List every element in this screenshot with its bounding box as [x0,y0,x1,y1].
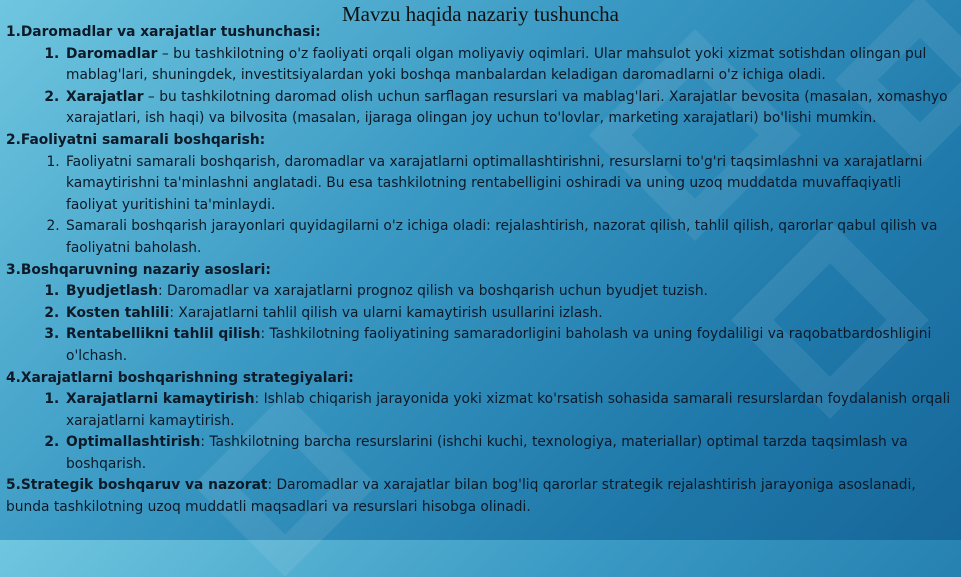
slide-body [6,22,956,519]
section-list [6,281,956,367]
section-list [6,152,956,260]
section-list [6,44,956,130]
slide-title: Mavzu haqida nazariy tushuncha [342,2,619,26]
list-item: 2. Samarali boshqarish jarayonlari quyidagilarni o'z ichiga oladi: rejalashtirish, nazorat qilish, tahlil qilish, qarorlar qabul qilish va faoliyatni baholash. [64,216,956,259]
list-item: 3. Rentabellikni tahlil qilish: Tashkilotning faoliyatining samaradorligini baholash va uning foydaliligi va raqobatbardoshligini o'lchash. [64,324,956,367]
list-item: 1. Daromadlar – bu tashkilotning o'z faoliyati orqali olgan moliyaviy oqimlari. Ular mahsulot yoki xizmat sotishdan olingan pul mablag'lari, shuningdek, investitsiyalardan yoki boshqa manbalardan keladigan daromadlarni o'z ichiga oladi. [64,44,956,87]
list-item: 1. Byudjetlash: Daromadlar va xarajatlarni prognoz qilish va boshqarish uchun byudjet tuzish. [64,281,956,303]
section-heading: 1.Daromadlar va xarajatlar tushunchasi: [6,24,321,40]
section-heading: 3.Boshqaruvning nazariy asoslari: [6,261,271,278]
list-item: 2. Kosten tahlili: Xarajatlarni tahlil qilish va ularni kamaytirish usullarini izlash. [64,303,956,325]
list-item: 1. Faoliyatni samarali boshqarish, daromadlar va xarajatlarni optimallashtirishni, resurslarni to'g'ri taqsimlashni va xarajatlarni kamaytirishni ta'minlashni anglatadi. Bu esa tashkilotning rentabelligini oshiradi va uning uzoq muddatda muvaffaqiyatli faoliyat yuritishini ta'minlaydi. [64,152,956,217]
list-item: 1. Xarajatlarni kamaytirish: Ishlab chiqarish jarayonida yoki xizmat ko'rsatish sohasida samarali resurslardan foydalanish orqali xarajatlarni kamaytirish. [64,389,956,432]
section-heading: 4.Xarajatlarni boshqarishning strategiyalari: [6,369,354,386]
closing-paragraph: 5.Strategik boshqaruv va nazorat: Daromadlar va xarajatlar bilan bog'liq qarorlar strategik rejalashtirish jarayoniga asoslanadi, bunda tashkilotning uzoq muddatli maqsadlari va resurslari hisobga olinadi. [6,477,916,516]
section-heading: 2.Faoliyatni samarali boshqarish: [6,131,266,148]
list-item: 2. Xarajatlar – bu tashkilotning daromad olish uchun sarflagan resurslari va mablag'lari. Xarajatlar bevosita (masalan, xomashyo xarajatlari, ish haqi) va bilvosita (masalan, ijaraga olingan joy uchun to'lovlar, marketing xarajatlari) bo'lishi mumkin. [64,87,956,130]
list-item: 2. Optimallashtirish: Tashkilotning barcha resurslarini (ishchi kuchi, texnologiya, materiallar) optimal tarzda taqsimlash va boshqarish. [64,432,956,475]
section-list [6,389,956,475]
